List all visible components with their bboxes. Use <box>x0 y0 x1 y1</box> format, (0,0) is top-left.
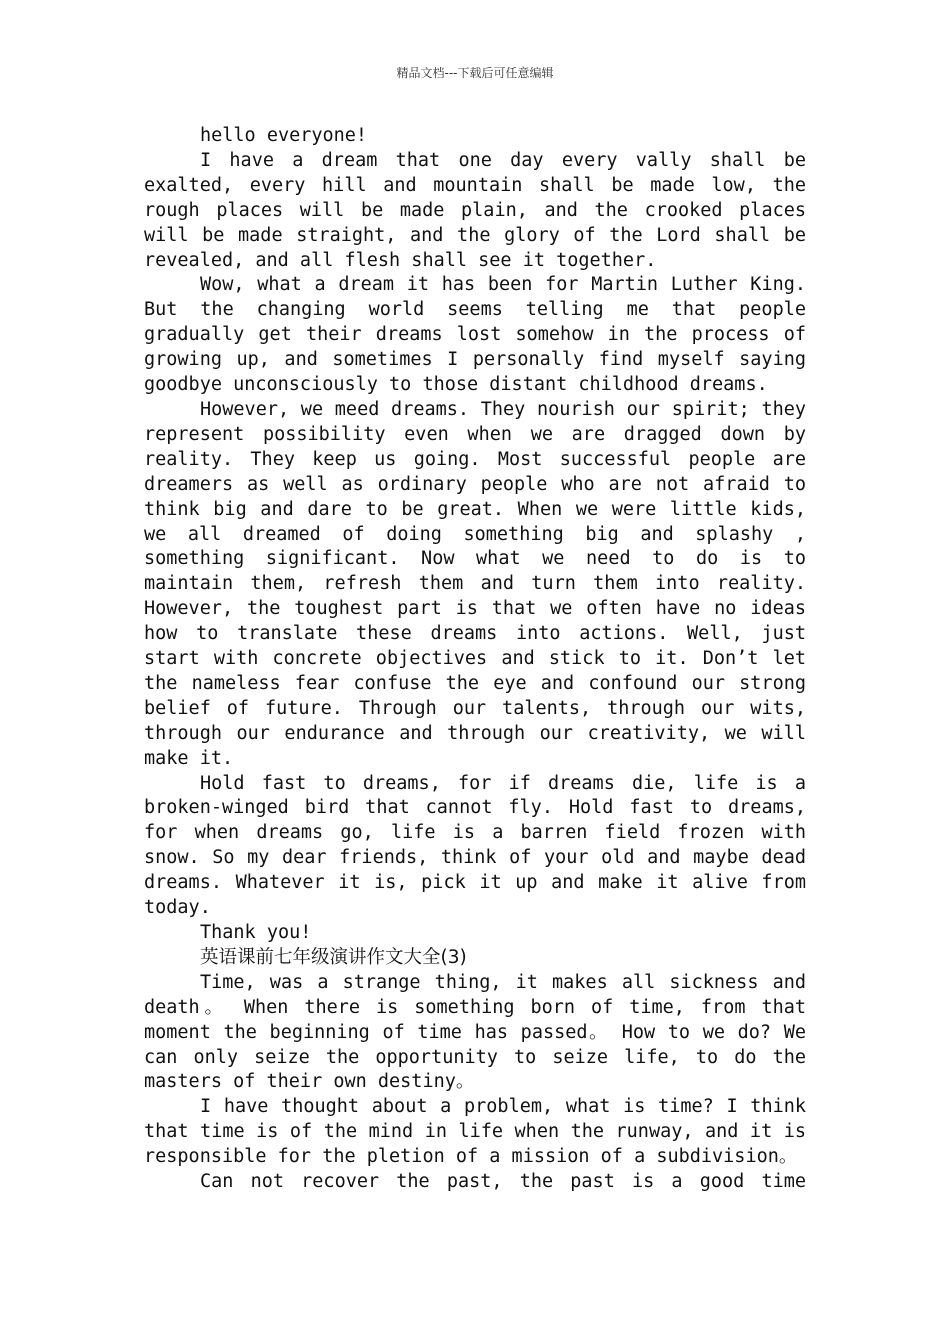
hold-fast-paragraph: Hold fast to dreams, for if dreams die, life is a broken-winged bird that cannot fly. Hold fast to dreams, for when dreams go, life is a barren field frozen with snow. So my dear friends, think of your old and maybe dead dreams. Whatever it is, pick it up and make it alive from today. <box>144 772 806 919</box>
time-strange-paragraph: Time, was a strange thing, it makes all sickness and death。 When there is something born of time, from that moment the beginning of time has passed。 How to we do? We can only seize the opportunity to seize life, to do the masters of their own destiny。 <box>144 971 806 1093</box>
greeting-paragraph: hello everyone! <box>200 125 368 146</box>
martin-luther-king-paragraph: Wow, what a dream it has been for Martin Luther King. But the changing world seems telling me that people gradually get their dreams lost somehow in the process of growing up, and sometimes I personally find myself saying goodbye unconsciously to those distant childhood dreams. <box>144 274 806 396</box>
dreams-importance-paragraph: However, we meed dreams. They nourish our spirit; they represent possibility even when we are dragged down by reality. They keep us going. Most successful people are dreamers as well as ordinary people who are not afraid to think big and dare to be great. When we were little kids, we all dreamed of doing something big and splashy , something significant. Now what we need to do is to maintain them, refresh them and turn them into reality. However, the toughest part is that we often have no ideas how to translate these dreams into actions. Well, just start with concrete objectives and stick to it. Don’t let the nameless fear confuse the eye and confound our strong belief of future. Through our talents, through our wits, through our endurance and through our creativity, we will make it. <box>144 398 806 769</box>
what-is-time-paragraph: I have thought about a problem, what is time? I think that time is of the mind in life when the runway, and it is responsible for the pletion of a mission of a subdivision。 <box>144 1096 806 1168</box>
thank-you-paragraph: Thank you! <box>200 922 312 943</box>
document-body <box>144 124 806 1195</box>
cannot-recover-paragraph: Can not recover the past, the past is a good time <box>200 1171 806 1193</box>
section-heading: 英语课前七年级演讲作文大全(3) <box>200 946 467 968</box>
page-header: 精品文档---下载后可任意编辑 <box>396 66 554 80</box>
dream-quote-paragraph: I have a dream that one day every vally shall be exalted, every hill and mountain shall be made low, the rough places will be made plain, and the crooked places will be made straight, and the glory of the Lord shall be revealed, and all flesh shall see it together. <box>144 149 806 271</box>
